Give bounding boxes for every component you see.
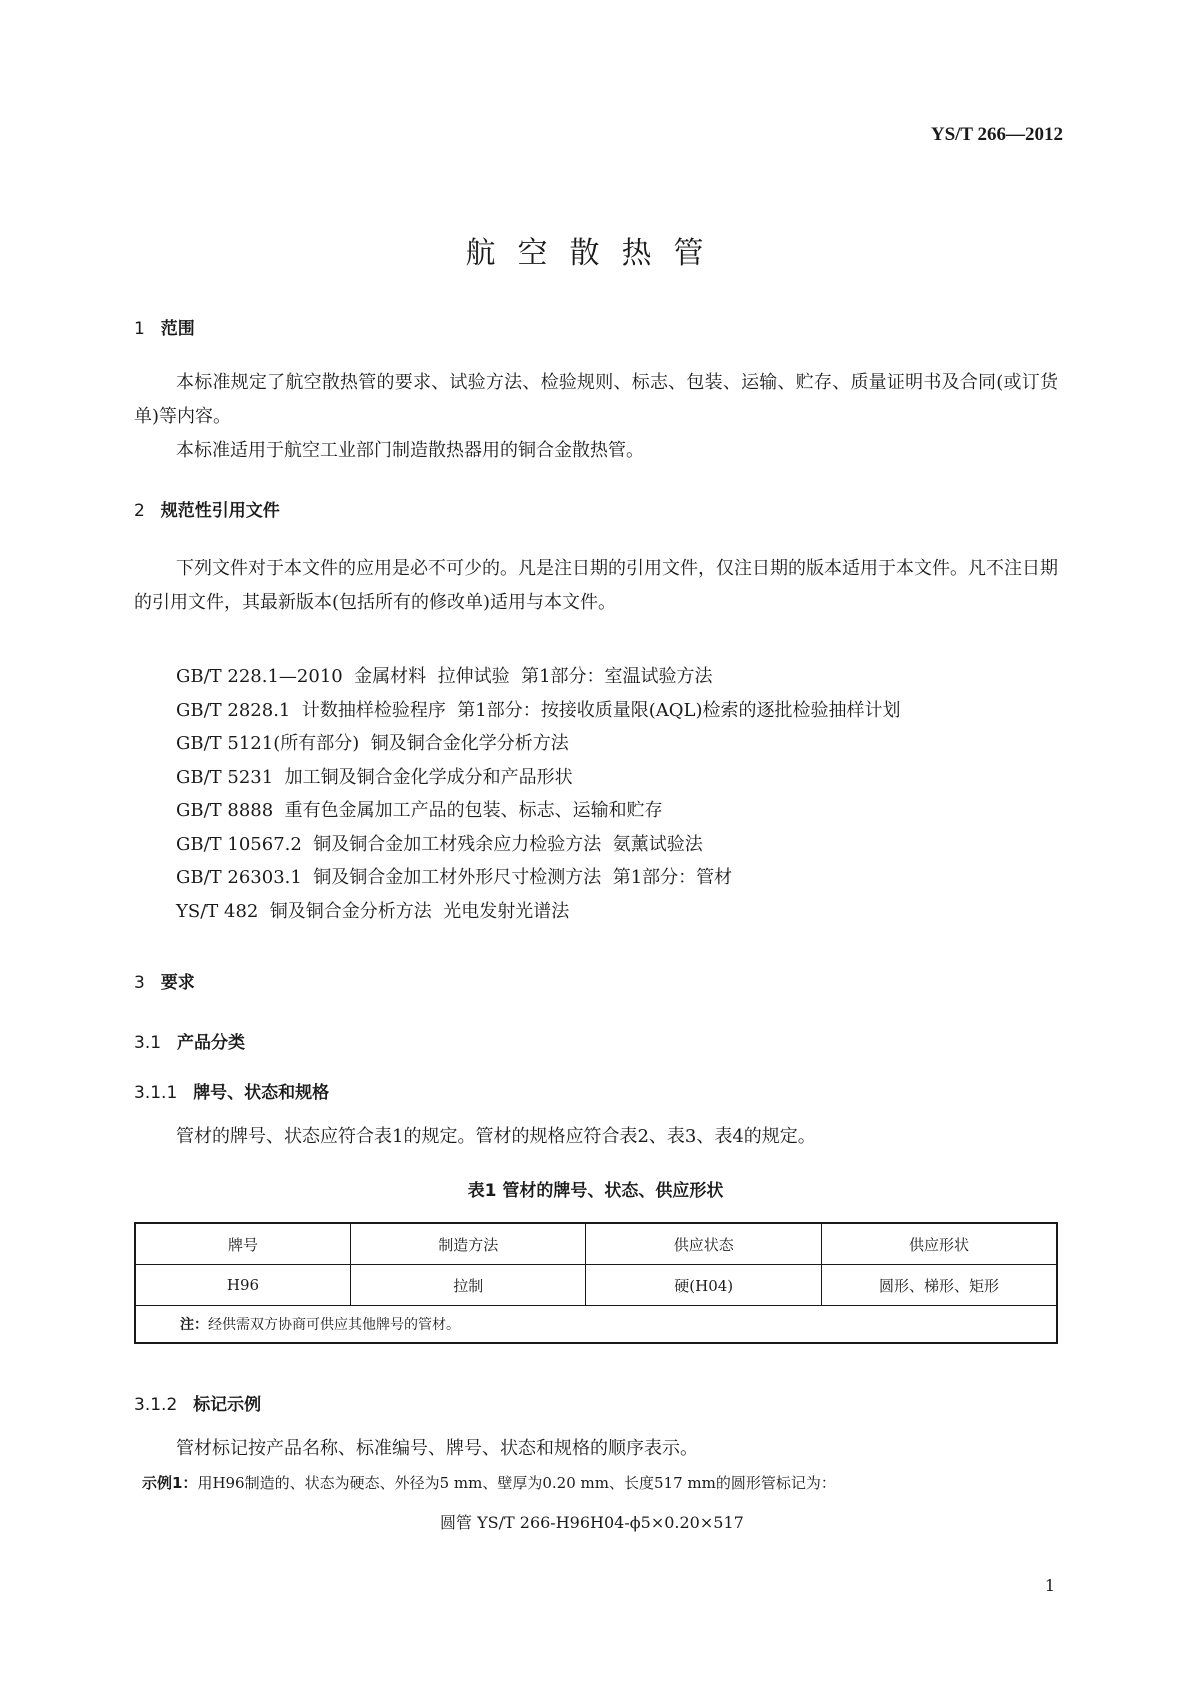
section-title: 产品分类 bbox=[176, 1033, 245, 1053]
example-text: 用H96制造的、状态为硬态、外径为5 mm、壁厚为0.20 mm、长度517 mm的圆形管标记为： bbox=[197, 1474, 836, 1492]
section-title: 要求 bbox=[160, 973, 195, 993]
section-3-1-1-heading bbox=[134, 1078, 329, 1103]
standard-code: YS/T 266—2012 bbox=[930, 124, 1063, 145]
table-cell: 拉制 bbox=[351, 1265, 586, 1306]
grade-paragraph bbox=[134, 1120, 1058, 1154]
section-1-heading bbox=[134, 314, 195, 339]
marking-paragraph bbox=[134, 1432, 1058, 1466]
section-3-1-2-heading bbox=[134, 1390, 261, 1415]
table-cell: H96 bbox=[135, 1265, 351, 1306]
section-2-heading bbox=[134, 496, 280, 521]
reference-item: GB/T 10567.2 铜及铜合金加工材残余应力检验方法 氨薰试验法 bbox=[176, 833, 703, 855]
table-cell: 圆形、梯形、矩形 bbox=[821, 1265, 1057, 1306]
marking-result: 圆管 YS/T 266-H96H04-ϕ5×0.20×517 bbox=[440, 1513, 744, 1532]
refs-intro-text: 下列文件对于本文件的应用是必不可少的。凡是注日期的引用文件，仅注日期的版本适用于本文件。凡不注日期的引用文件，其最新版本(包括所有的修改单)适用与本文件。 bbox=[134, 558, 1058, 613]
section-number: 3.1 bbox=[134, 1033, 162, 1053]
scope-paragraph-1: 本标准规定了航空散热管的要求、试验方法、检验规则、标志、包装、运输、贮存、质量证明书及合同(或订货单)等内容。 bbox=[134, 372, 1058, 427]
table-header-row bbox=[135, 1223, 1057, 1265]
reference-item: GB/T 5121(所有部分) 铜及铜合金化学分析方法 bbox=[176, 733, 569, 754]
reference-list bbox=[176, 660, 900, 928]
example-label: 示例1： bbox=[142, 1474, 198, 1492]
section-3-1-heading bbox=[134, 1028, 245, 1053]
table-note-row bbox=[135, 1306, 1057, 1344]
reference-item: GB/T 26303.1 铜及铜合金加工材外形尺寸检测方法 第1部分：管材 bbox=[176, 867, 733, 888]
section-title: 范围 bbox=[160, 319, 195, 339]
table-1-caption: 表1 管材的牌号、状态、供应形状 bbox=[467, 1181, 724, 1201]
section-number: 3.1.2 bbox=[134, 1395, 178, 1415]
section-title: 标记示例 bbox=[193, 1395, 262, 1415]
table-note bbox=[135, 1306, 1057, 1344]
document-title: 航空散热管 bbox=[465, 236, 726, 271]
marking-example bbox=[142, 1472, 836, 1493]
section-title: 规范性引用文件 bbox=[160, 501, 280, 521]
reference-item: GB/T 2828.1 计数抽样检验程序 第1部分：按接收质量限(AQL)检索的逐批检验抽样计划 bbox=[176, 699, 901, 721]
table-cell: 硬(H04) bbox=[586, 1265, 822, 1306]
table-row bbox=[135, 1265, 1057, 1306]
section-number: 3.1.1 bbox=[134, 1083, 178, 1103]
section-title: 牌号、状态和规格 bbox=[193, 1083, 330, 1103]
table-header-cell: 供应形状 bbox=[821, 1223, 1057, 1265]
section-number: 3 bbox=[134, 973, 145, 993]
reference-item: GB/T 8888 重有色金属加工产品的包装、标志、运输和贮存 bbox=[176, 800, 663, 821]
section-3-heading bbox=[134, 968, 195, 993]
reference-item: GB/T 5231 加工铜及铜合金化学成分和产品形状 bbox=[176, 766, 573, 788]
note-label: 注： bbox=[180, 1317, 208, 1333]
note-text: 经供需双方协商可供应其他牌号的管材。 bbox=[208, 1317, 460, 1333]
page-number: 1 bbox=[1044, 1576, 1055, 1595]
refs-intro bbox=[134, 552, 1058, 620]
reference-item: GB/T 228.1—2010 金属材料 拉伸试验 第1部分：室温试验方法 bbox=[176, 666, 713, 687]
reference-item: YS/T 482 铜及铜合金分析方法 光电发射光谱法 bbox=[176, 900, 570, 922]
scope-paragraphs bbox=[134, 366, 1058, 468]
table-header-cell: 牌号 bbox=[135, 1223, 351, 1265]
marking-paragraph-text: 管材标记按产品名称、标准编号、牌号、状态和规格的顺序表示。 bbox=[176, 1438, 698, 1459]
table-header-cell: 制造方法 bbox=[351, 1223, 586, 1265]
scope-paragraph-2: 本标准适用于航空工业部门制造散热器用的铜合金散热管。 bbox=[176, 440, 644, 461]
table-1 bbox=[134, 1222, 1058, 1344]
section-number: 2 bbox=[134, 501, 145, 521]
section-number: 1 bbox=[134, 319, 145, 339]
grade-paragraph-text: 管材的牌号、状态应符合表1的规定。管材的规格应符合表2、表3、表4的规定。 bbox=[176, 1126, 816, 1147]
table-header-cell: 供应状态 bbox=[586, 1223, 822, 1265]
